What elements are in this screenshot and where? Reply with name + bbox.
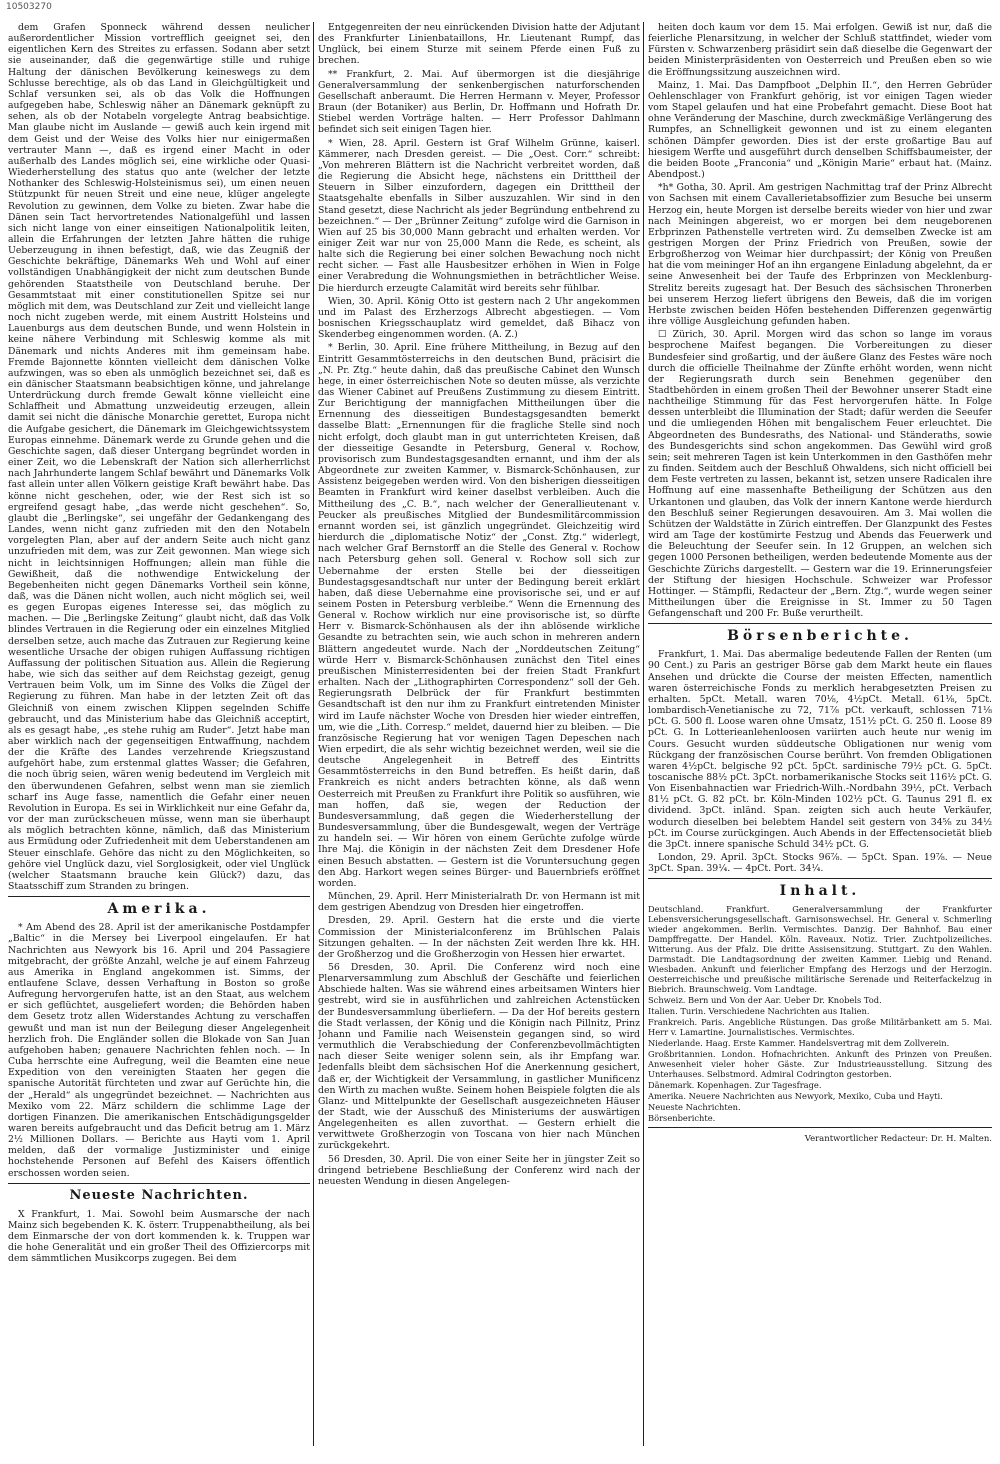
editor-credit: Verantwortlicher Redacteur: Dr. H. Malten.: [804, 1134, 992, 1145]
article-paragraph: Entgegenreiten der neu einrückenden Division hatte der Adjutant des Frankfurter Linienbataillons, Hr. Lieutenant Rumpf, das Unglück, bei einem Sturze mit seinem Pferde einen Fuß zu brechen.: [318, 22, 640, 67]
article-paragraph: ☐ Zürich, 30. April. Morgen wird das schon so lange im voraus besprochene Maifest begangen. Die Vorbereitungen zu dieser Bundesfeier sind großartig, und der äußere Glanz des Festes wäre noch durch die officielle Theilnahme der Zünfte erhöht worden, wenn nicht der Regierungsrath durch sein Benehmen gegenüber den Stadtbehörden in einem großen Theil der Bewohner unserer Stadt eine nachtheilige Stimmung für das Fest hervorgerufen hätte. In Folge dessen unterbleibt die Illumination der Stadt; dafür werden die Seeufer und die umliegenden Höhen mit bengalischem Feuer erleuchtet. Die Abgeordneten des Bundesraths, des National- und Ständeraths, sowie des Bundesgerichts sind schon angekommen. Das Gewühl wird groß sein; seit mehreren Tagen ist kein Unterkommen in den Gasthöfen mehr zu finden. Seitdem auch der Beschluß Ohwaldens, sich nicht officiell bei dem Feste vertreten zu lassen, bekannt ist, setzen unsere Radicalen ihre Hoffnung auf eine massenhafte Betheiligung der Schützen aus den Urkantonen und glauben, das Volk der innern Kantone werde hierdurch den Beschluß seiner Regierungen desavouiren. Am 3. Mai wollen die Schützen der Waldstätte in Zürich eintreffen. Der Glanzpunkt des Festes wird am Tage der kostümirte Festzug und Abends das Feuerwerk und die Beleuchtung der Seeufer sein. In 12 Gruppen, an welchen sich gegen 1000 Personen betheiligen, werden bedeutende Momente aus der Geschichte Zürichs dargestellt. — Gestern war die 19. Erinnerungsfeier der Stiftung der hiesigen Hochschule. Schweizer war Professor Hottinger. — Stämpfli, Redacteur der „Bern. Ztg.“, wurde wegen seiner Mittheilungen über die Ereignisse in St. Immer zu 50 Tagen Gefangenschaft und 200 Fr. Buße verurtheilt.: [648, 329, 992, 620]
toc-entry: Schweiz. Bern und Von der Aar. Ueber Dr. Knobels Tod.: [648, 995, 882, 1006]
article-paragraph: *h* Gotha, 30. April. Am gestrigen Nachmittag traf der Prinz Albrecht von Sachsen mit einem Cavallerietabsoffizier zum Besuche bei unserm Herzog ein, heute Morgen ist derselbe bereits wieder von hier und zwar nach Meiningen abgereist, wo er morgen bei dem neugeborenen Erbprinzen Pathenstelle vertreten wird. Zu demselben Zwecke ist am gestrigen Morgen der Prinz Friedrich von Preußen, sowie der Erbgroßherzog von Weimar hier durchpassirt; der König von Preußen hat die vom meininger Hof an ihn ergangene Einladung abgelehnt, da er seine Anwesenheit bei der Taufe des Erbprinzen von Mecklenburg-Strelitz bereits zugesagt hat. Der Besuch des sächsischen Thronerben bei unserem Herzog liefert übrigens den Beweis, daß die im vorigen Herbste zwischen beiden Höfen bestehenden Differenzen gegenwärtig ihre völlige Ausgleichung gefunden haben.: [648, 182, 992, 328]
article-paragraph: X Frankfurt, 1. Mai. Sowohl beim Ausmarsche der nach Mainz sich begebenden K. K. österr. Truppenabtheilung, als bei dem Einmarsche der von dort kommenden k. k. Truppen war die hohe Generalität und ein großer Theil des Offiziercorps mit dem sämmtlichen Musikcorps zugegen. Bei dem: [8, 1208, 310, 1265]
article-paragraph: Dresden, 29. April. Gestern hat die erste und die vierte Commission der Ministerialconferenz im Brühlschen Palais Sitzungen gehalten. — In der nächsten Zeit werden Ihre kk. HH. der Großherzog und die Großherzogin von Hessen hier erwartet.: [318, 915, 640, 960]
toc-entry: Deutschland. Frankfurt. Generalversammlung der Frankfurter Lebensversicherungsgesellschaft. Garnisonswechsel. Hr. General v. Schmerling wieder angekommen. Berlin. Vermischtes. Danzig. Der Bahnhof. Bau einer Dampffregatte. Der Handel. Köln. Raveaux. Notiz. Trier. Zuchtpolizeiliches. Witterung. Aus der Pfalz. Die dritte Assisensitzung. Stuttgart. Zu den Wahlen. Darmstadt. Die Landtagsordnung der zweiten Kammer. Liebig und Renand. Wiesbaden. Ankunft und feierlicher Empfang des Herzogs und der Herzogin. Oesterreichische und preußische militärische Serenade und Reiterfackelzug in Biebrich. Braunschweig. Vom Landtage.: [648, 904, 992, 995]
toc-entry: Amerika. Neuere Nachrichten aus Newyork, Mexiko, Cuba und Hayti.: [648, 1091, 943, 1102]
column-rule: [643, 22, 644, 1446]
divider: [8, 896, 310, 897]
page-id: 10503270: [6, 2, 52, 12]
article-paragraph: Frankfurt, 1. Mai. Das abermalige bedeutende Fallen der Renten (um 90 Cent.) zu Paris an gestriger Börse gab dem Markt heute ein flaues Ansehen und drückte die Course der meisten Effecten, namentlich waren österreichische Fonds zu merklich herabgesetzten Preisen zu erhalten. 5pCt. Metall. waren 70⅛, 4½pCt. Metall. 61⅛, 5pCt. lombardisch-Venetianische zu 72, 71⅞ pCt. verkauft, schlossen 71⅛ pCt. G. 500 fl. Loose waren ohne Umsatz, 151½ pCt. G. 250 fl. Loose 89 pCt. G. In Lotterieanlehenloosen variirten auch heute nur wenig im Cours. Gesucht wurden süddeutsche Obligationen nur wenig vom Rückgang der französischen Course berührt. Von fremden Obligationen waren 4½pCt. belgische 92 pCt. 5pCt. sardinische 79½ pCt. G. 5pCt. toscanische 88½ pCt. 3pCt. norbamerikanische Stocks seit 116½ pCt. G. Von Eisenbahnactien war Friedrich-Wilh.-Nordbahn 39½, pCt. Verbach 81½ pCt. G. 82 pCt. br. Köln-Minden 102½ pCt. G. Taunus 291 fl. ex dividend. 3pCt. inländ. Span. zeigten sich auch heute Verkäufer, wodurch dieselben bei belebtem Handel seit gestern von 34⅝ zu 34½ pCt. im Course zurückgingen. Auch Abends in der Effectensocietät blieb die 3pCt. innere spanische Schuld 34½ pCt. G.: [648, 649, 992, 850]
article-paragraph: * Am Abend des 28. April ist der amerikanische Postdampfer „Baltic“ in die Mersey bei Liverpool eingelaufen. Er hat Nachrichten aus Newyork bis 16. April und 204 Passagiere mitgebracht, der größte Anzahl, welche je auf einem Fahrzeug aus Amerika in England angekommen ist. Simms, der entlaufene Sclave, dessen Verhaftung in Boston so große Aufregung hervorgerufen hatte, ist an den Staat, aus welchem er sich geflüchtet, ausgeliefert worden; die Behörden haben dem Gesetz trotz allen Widerstandes Achtung zu verschaffen gewußt und man ist nun der Beilegung dieser Angelegenheit herzlich froh. Die Engländer sollen die Blokade von San Juan aufgehoben haben; genauere Nachrichten fehlen noch. — In Cuba herrschte eine Aufregung, weil die Beamten eine neue Expedition von den vereinigten Staaten her gegen die spanische Autorität fürchteten und zwar auf Gerüchte hin, die der „Herald“ als ungegründet bezeichnet. — Nachrichten aus Mexiko vom 22. März schildern die schlimme Lage der dortigen Finanzen. Die amerikanischen Entschädigungsgelder waren bereits aufgebraucht und das Deficit betrug am 1. März 2½ Millionen Dollars. — Berichte aus Hayti vom 1. April melden, daß der vormalige Justizminister und einige hochstehende Personen auf Befehl des Kaisers öffentlich erschossen worden seien.: [8, 922, 310, 1179]
toc-entry: Neueste Nachrichten.: [648, 1102, 741, 1113]
divider: [648, 623, 992, 624]
column-rule: [313, 22, 314, 1446]
divider: [648, 878, 992, 879]
section-heading-inhalt: Inhalt.: [779, 883, 861, 900]
toc-entry: Italien. Turin. Verschiedene Nachrichten aus Italien.: [648, 1006, 870, 1017]
article-paragraph: London, 29. April. 3pCt. Stocks 96⅞. — 5pCt. Span. 19⅞. — Neue 3pCt. Span. 39¼. — 4pCt. Port. 34¼.: [648, 852, 992, 875]
column-right: [648, 22, 992, 1444]
table-of-contents: [648, 904, 992, 1123]
article-paragraph: 56 Dresden, 30. April. Die Conferenz wird noch eine Plenarversammlung zum Abschluß der Geschäfte und feierlichen Abschiede halten. Was sie während eines arbeitsamen Winters hier gestrebt, wird sie in ausführlichen und zahlreichen Actenstücken der Bundesversammlung überliefern. — Da der Hof bereits gestern die Stadt verlassen, der König und die Königin nach Pillnitz, Prinz Johann und Familie nach Weisenstein gegangen sind, so wird vermuthlich die Verabschiedung der Conferenzbevollmächtigten nach dieser Seite weniger solenn sein, als ihr Empfang war. Jedenfalls bleibt dem sächsischen Hof die Anerkennung gesichert, daß er, der Wichtigkeit der Versammlung, in gastlicher Munificenz den Wirth zu machen wußte. Seinem hohen Beispiele folgten die als Glanz- und Mittelpunkte der Gesellschaft ausgezeichneten Häuser der Stadt, wie der Ausschuß des Ministeriums der auswärtigen Angelegenheiten es allen zuvorthat. — Gestern erhielt die verwittwete Großherzogin von Toscana von hier nach München zurückgekehrt.: [318, 961, 640, 1152]
article-paragraph: Mainz, 1. Mai. Das Dampfboot „Delphin II.“, den Herren Gebrüder Oehlenschlager von Frankfurt gehörig, ist vor einigen Tagen wieder vom Stapel gelaufen und hat eine Probefahrt gemacht. Diese Boot hat ohne Veränderung der Maschine, durch zweckmäßige Verlängerung des Rumpfes, an Schnelligkeit gewonnen und ist zu einem eleganten schönen Dämpfer geworden. Dies ist der erste großartige Bau auf hiesigem Werfte und ausgeführt durch denselben Schiffsbaumeister, der die beiden Boote „Franconia“ und „Königin Marie“ erbaut hat. (Mainz. Abendpost.): [648, 79, 992, 181]
section-heading-neueste: Neueste Nachrichten.: [69, 1187, 249, 1203]
divider: [648, 1127, 992, 1128]
section-heading-amerika: Amerika.: [107, 901, 211, 918]
article-paragraph: 56 Dresden, 30. April. Die von einer Seite her in jüngster Zeit so dringend betriebene Beschließung der Conferenz wird nach der neuesten Wendung in diesen Angelegen-: [318, 1153, 640, 1187]
toc-entry: Großbritannien. London. Hofnachrichten. Ankunft des Prinzen von Preußen. Anwesenheit vieler hoher Gäste. Zur Industrieausstellung. Sitzung des Unterhauses. Selbstmord. Admiral Codrington gestorben.: [648, 1049, 992, 1080]
article-paragraph: * Wien, 28. April. Gestern ist Graf Wilhelm Grünne, kaiserl. Kämmerer, nach Dresden gereist. — Die „Oest. Corr.“ schreibt: „Von mehreren Blättern ist die Nachricht verbreitet worden, daß die Regierung die Absicht hege, nächstens ein Dritttheil der Steuern in Silber einzufordern, dagegen ein Dritttheil der Staatsgehalte ebenfalls in Silber auszuzahlen. Wir sind in den Stand gesetzt, diese Nachricht als jeder Begründung entbehrend zu bezeichnen.“ — Der „Brünner Zeitung“ zufolge wird die Garnison in Wien auf 25 bis 30,000 Mann gebracht und erhalten werden. Vor einiger Zeit war nur von 25,000 Mann die Rede, es scheint, als halte sich die Regierung bei einer solchen Bewachung noch nicht recht sicher. — Fast alle Hausbesitzer erhöhen in Wien in Folge einer Verabredung die Wohnungsmiethen in beträchtlicher Weise. Die hierdurch erzeugte Calamität wird bereits sehr fühlbar.: [318, 137, 640, 294]
toc-entry: Dänemark. Kopenhagen. Zur Tagesfrage.: [648, 1080, 822, 1091]
toc-entry: Börsenberichte.: [648, 1113, 716, 1124]
toc-entry: Frankreich. Paris. Angebliche Rüstungen. Das große Militärbankett am 5. Mai. Herr v. Lamartine. Journalistisches. Vermischtes.: [648, 1017, 992, 1038]
column-middle: [318, 22, 640, 1444]
article-paragraph: heiten doch kaum vor dem 15. Mai erfolgen. Gewiß ist nur, daß die feierliche Plenarsitzung, in welcher der Schluß stattfindet, wieder vom Fürsten v. Schwarzenberg präsidirt sein daß dieselbe die Gegenwart der beiden Ministerpräsidenten von Oesterreich und Preußen eben so wie die Eröffnungssitzung auszeichnen wird.: [648, 22, 992, 78]
column-left: [8, 22, 310, 1444]
article-paragraph: dem Grafen Sponneck während dessen neulicher außerordentlicher Mission vortrefflich geeignet sei, den eigentlichen Kern des Streites zu erfassen. Sodann aber setzt sie auseinander, daß die gegenwärtige stille und ruhige Haltung der dänischen Bevölkerung keineswegs zu dem Schlusse berechtige, als ob das Land in Gleichgültigkeit und Schlaf versunken sei, als ob das Volk die Hoffnungen aufgegeben habe, Schleswig näher an Dänemark geknüpft zu sehen, als ob der Notabeln vorgelegte Antrag beabsichtige. Man glaube nicht im Auslande — gewiß auch kein irgend mit dem Geist und der Weise des Volks hier nur einigermaßen vertrauter Mann —, daß es irgend einer Macht in oder außerhalb des Landes möglich sei, eine wirkliche oder Quasi-Wiederherstellung des status quo ante (welcher der letzte Nothanker des Schleswig-Holsteinismus sei), um einen neuen Stützpunkt für neuen Streit und eine neue, klüger angelegte Revolution zu gewinnen, dem Volke zu bieten. Zwar habe die Dänen sein Tact hervortretendes Nationalgefühl und lassen sich nicht lange von einer einseitigen Nationalpolitik leiten, allein die Erfahrungen der letzten Jahre hätten die ruhige Ueberzeugung in ihnen befestigt, daß, wie das Zeugniß der Geschichte bekräftige, Dänemarks Weh und Wohl auf einer vollständigen Unabhängigkeit der nicht zum deutschen Bunde gehörenden Staatstheile von Deutschland beruhe. Der Gesammtstaat mit einer constitutionellen Spitze sei nur möglich mit dem, was Deutschland zur Zeit und vielleicht lange noch nicht zugeben werde, mit einem Austritt Holsteins und Lauenburgs aus dem deutschen Bunde, und wenn Holstein in keine nähere Verbindung mit Schleswig komme als mit Dänemark und nichts Anderes mit ihm gemeinsam habe. Fremde Bajonnette könnten vielleicht dem dänischen Volke aufzwingen, was so eben als unmöglich bezeichnet sei, daß es ein dänischer Staatsmann beabsichtigen könne, und jahrelange Unterdrückung durch fremde Gewalt könne vielleicht eine Schlaffheit und Abmattung unzweideutig erzeugen, allein damit sei nicht die dänische Monarchie gerettet, Europa nicht die Aufgabe gesichert, die Dänemark im Gleichgewichtssystem Europas einnehme. Dänemark werde zu Grunde gehen und die Geschichte sagen, daß dieser Untergang begründet worden in einer Zeit, wo die Lebenskraft der Nation sich allerherrlichst nach Jahrhunderte langem Schlaf bewährt und Dänemarks Volk fast allein unter allen Völkern geistige Kraft bewährt habe. Das könne nicht geschehen, oder, wie der Rest sich ist so ergreifend gesagt habe, „das werde nicht geschehen“. So, glaubt die „Berlingske“, sei ungefähr der Gedankengang des Landes, wenn nicht ganz zufrieden mit den den Notabeln vorgelegten Plan, aber auf der andern Seite auch nicht ganz unzufrieden mit dem, was zur Zeit gewonnen. Man wiege sich nicht in leichtsinnigen Hoffnungen; allein man fühle die Gewißheit, daß die nothwendige Entwickelung der Begebenheiten nicht gegen Dänemarks Vortheil sein könne, daß, was die Dänen nicht wollen, auch nicht möglich sei, weil es gegen Europas eigenes Interesse sei, das möglich zu machen. — Die „Berlingske Zeitung“ glaubt nicht, daß das Volk blindes Vertrauen in die Regierung oder ein einzelnes Mitglied derselben setze, auch mache das Zutrauen zur Regierung keine wesentliche Ursache der obigen ruhigen Auffassung richtigen Auffassung der politischen Situation aus. Allein die Regierung habe, wie sich das seither auf dem Reichstag gezeigt, genug Vertrauen beim Volk, um im Sinne des Volks die Zügel der Regierung zu führen. Man habe in der letzten Zeit oft das Gleichniß von einem zwischen Klippen segelnden Schiffe gebraucht, und das Ministerium habe das Gleichniß acceptirt, als es gesagt habe, „es stehe ruhig am Ruder“. Jetzt habe man aber wirklich nach der gegenseitigen Entwaffnung, nachdem der die Kräfte des Landes verzehrende Kriegszustand aufgehört habe, zum erstenmal glattes Wasser; die Gefahren, die noch übrig seien, wären wenig bedeutend im Vergleich mit den überwundenen Gefahren, selbst wenn man sie ziemlich scharf ins Auge fasse, namentlich die Gefahr einer neuen Revolution in Europa. Es sei in Wirklichkeit nur eine Gefahr da, vor der man zurückscheuen müsse, wenn man sie überhaupt als möglich betrachten könne, nämlich, daß das Ministerium aus Ermüdung oder Zufriedenheit mit dem Ueberstandenen am Steuer einschlafe. Gehöre das nicht zu den Möglichkeiten, so gehöre viel Unglück dazu, viel Sorglosigkeit, oder viel Unglück (welcher Staatsmann brauche kein Glück?) dazu, das Staatsschiff zum Stranden zu bringen.: [8, 22, 310, 893]
toc-entry: Niederlande. Haag. Erste Kammer. Handelsvertrag mit dem Zollverein.: [648, 1038, 950, 1049]
section-heading-boersen: Börsenberichte.: [727, 628, 913, 645]
article-paragraph: München, 29. April. Herr Ministerialrath Dr. von Hermann ist mit dem gestrigen Abendzug von Dresden hier eingetroffen.: [318, 891, 640, 914]
divider: [8, 1183, 310, 1184]
article-paragraph: ** Frankfurt, 2. Mai. Auf übermorgen ist die diesjährige Generalversammlung der senkenbergischen naturforschenden Gesellschaft anberaumt. Die Herren Hermann v. Meyer, Professor Braun (der Botaniker) aus Berlin, Dr. Hoffmann und Hofrath Dr. Stiebel werden Vorträge halten. — Herr Professor Dahlmann befindet sich seit einigen Tagen hier.: [318, 68, 640, 136]
article-paragraph: * Berlin, 30. April. Eine frühere Mittheilung, in Bezug auf den Eintritt Gesammtösterreichs in den deutschen Bund, präcisirt die „N. Pr. Ztg.“ heute dahin, daß das preußische Cabinet den Wunsch hege, in einer österreichischen Note so deuten müsse, als verzichte das Wiener Cabinet auf Preußens Zustimmung zu diesem Eintritt. Zur Berichtigung der mannigfachen Mittheilungen über die Ernennung des diesseitigen Bundestagsgesandten bemerkt dasselbe Blatt: „Ernennungen für die fragliche Stelle sind noch nicht erfolgt, doch glaubt man in gut unterrichteten Kreisen, daß der diesseitige Gesandte in Petersburg, General v. Rochow, provisorisch zum Bundestagsgesandten ernannt, und ihm der als Abgeordnete zur zweiten Kammer, v. Bismarck-Schönhausen, zur Assistenz beigegeben werden wird. Von den bisherigen diesseitigen Beamten in Frankfurt wird keiner daselbst verbleiben. Auch die Mittheilung des „C. B.“, nach welcher der Generallieutenant v. Peucker als preußisches Mitglied der Bundesmilitärcommission ernannt worden sei, ist gänzlich ungegründet. Gleichzeitig wird hierdurch die „diplomatische Notiz“ der „Const. Ztg.“ widerlegt, nach welcher Graf Bernstorff an die Stelle des General v. Rochow nach Petersburg gehen soll. General v. Rochow soll sich zur Uebernahme der ersten Stelle bei der diesseitigen Bundestagsgesandtschaft nur unter der Bedingung bereit erklärt haben, daß diese Uebernahme eine provisorische sei, und er auf seinem Posten in Petersburg verbleibe.“ Wenn die Ernennung des General v. Rochow wirklich nur eine provisorische ist, so dürfte Herr v. Bismarck-Schönhausen als der ihn ablösende wirkliche Gesandte zu betrachten sein, wie auch schon in mehreren andern Blättern angedeutet wurde. Nach der „Norddeutschen Zeitung“ würde Herr v. Bismarck-Schönhausen zunächst den Titel eines preußischen Ministerresidenten bei der freien Stadt Frankfurt erhalten. Nach der „Lithographirten Correspondenz“ soll der Geh. Regierungsrath Delbrück der für Frankfurt bestimmten Gesandtschaft ist den nur ihm zu Frankfurt eintretenden Minister wird im Laufe nächster Woche von Dresden hier wieder eintreffen, um, wie die „Lith. Corresp.“ meldet, dauernd hier zu bleiben. — Die französische Regierung hat vor wenigen Tagen Depeschen nach Wien erpedirt, die als sehr wichtig bezeichnet werden, weil sie die deutsche Angelegenheit in Betreff des Eintritts Gesammtösterreichs in den Bund betreffen. Es heißt darin, daß Frankreich es nicht anders betrachten könne, als daß wenn Oesterreich mit Preußen zu Frankfurt ihre Politik so ausführen, wie man hoffen, daß sie, wegen der Reduction der Bundesversammlung, daß gegen die Wiederherstellung der Bundesversammlung, über die Bundesgewalt, wegen der Verträge zu handeln sei. — Wir hören von einem Gerüchte zufolge würde Ihre Maj. die Königin in der nächsten Zeit dem Dresdener Hofe einen Besuch abstatten. — Gestern ist die Voruntersuchung gegen den Abg. Harkort wegen seines Bürger- und Bauernbriefs eröffnet worden.: [318, 342, 640, 889]
article-paragraph: Wien, 30. April. König Otto ist gestern nach 2 Uhr angekommen und im Palast des Erzherzogs Albrecht abgestiegen. — Vom bosnischen Kriegsschauplatz wird gemeldet, daß Bihacz von Skenderbeg eingenommen worden. (A. Z.): [318, 295, 640, 341]
